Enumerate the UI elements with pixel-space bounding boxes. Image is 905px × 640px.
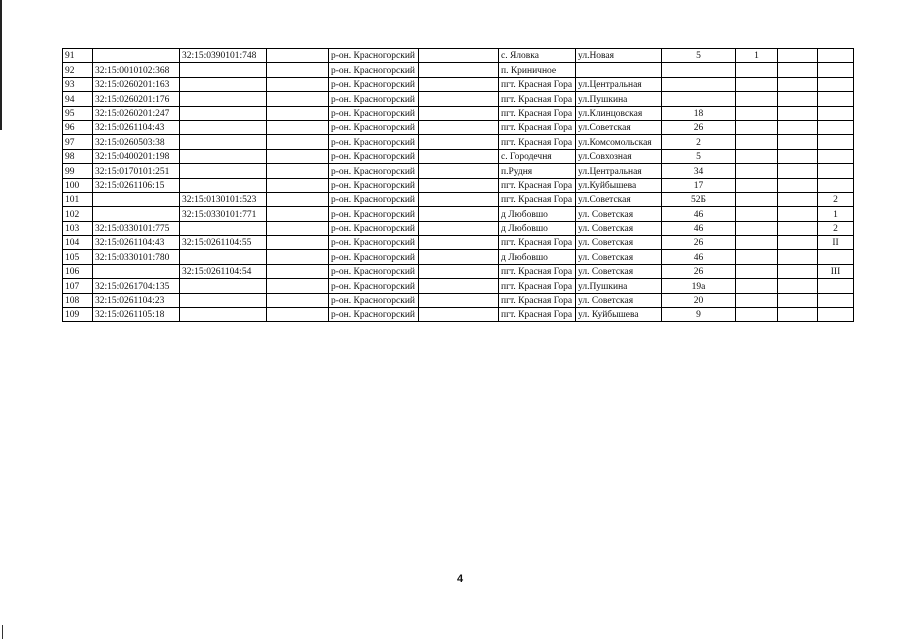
scan-edge-line	[0, 0, 2, 130]
district-cell: р-он. Красногорский	[329, 207, 419, 221]
extra-cell-1	[736, 279, 778, 293]
extra-cell-2	[778, 308, 818, 322]
district-cell: р-он. Красногорский	[329, 236, 419, 250]
extra-cell-2	[778, 164, 818, 178]
row-number-cell: 106	[63, 264, 93, 278]
street-cell: ул.Совхозная	[576, 149, 662, 163]
blank-cell	[419, 92, 499, 106]
locality-cell: пгт. Красная Гора	[499, 92, 576, 106]
locality-cell: д Любовшо	[499, 207, 576, 221]
street-cell: ул. Советская	[576, 264, 662, 278]
empty-cell	[267, 106, 329, 120]
blank-cell	[419, 135, 499, 149]
extra-cell-1: 1	[736, 49, 778, 63]
locality-cell: пгт. Красная Гора	[499, 178, 576, 192]
cadastral-number-b-cell	[180, 106, 267, 120]
cadastral-number-a-cell: 32:15:0260201:176	[93, 92, 180, 106]
house-number-cell: 46	[662, 207, 736, 221]
cadastral-number-a-cell: 32:15:0170101:251	[93, 164, 180, 178]
house-number-cell: 26	[662, 264, 736, 278]
district-cell: р-он. Красногорский	[329, 279, 419, 293]
blank-cell	[419, 192, 499, 206]
row-number-cell: 92	[63, 63, 93, 77]
table-row	[63, 49, 854, 63]
locality-cell: пгт. Красная Гора	[499, 135, 576, 149]
row-number-cell: 100	[63, 178, 93, 192]
table-row	[63, 63, 854, 77]
street-cell: ул. Советская	[576, 221, 662, 235]
house-number-cell: 2	[662, 135, 736, 149]
house-number-cell	[662, 92, 736, 106]
extra-cell-3	[818, 149, 854, 163]
district-cell: р-он. Красногорский	[329, 135, 419, 149]
district-cell: р-он. Красногорский	[329, 120, 419, 134]
cadastral-number-b-cell: 32:15:0261104:54	[180, 264, 267, 278]
house-number-cell: 9	[662, 308, 736, 322]
cadastral-number-a-cell: 32:15:0010102:368	[93, 63, 180, 77]
street-cell: ул. Советская	[576, 293, 662, 307]
locality-cell: пгт. Красная Гора	[499, 293, 576, 307]
row-number-cell: 97	[63, 135, 93, 149]
locality-cell: с. Городечня	[499, 149, 576, 163]
registry-table	[62, 48, 854, 322]
empty-cell	[267, 92, 329, 106]
empty-cell	[267, 264, 329, 278]
cadastral-number-a-cell	[93, 192, 180, 206]
row-number-cell: 102	[63, 207, 93, 221]
locality-cell: с. Яловка	[499, 49, 576, 63]
street-cell: ул.Пушкина	[576, 92, 662, 106]
extra-cell-3	[818, 279, 854, 293]
cadastral-number-b-cell	[180, 221, 267, 235]
extra-cell-1	[736, 135, 778, 149]
district-cell: р-он. Красногорский	[329, 63, 419, 77]
street-cell: ул.Советская	[576, 192, 662, 206]
row-number-cell: 109	[63, 308, 93, 322]
extra-cell-1	[736, 250, 778, 264]
locality-cell: пгт. Красная Гора	[499, 264, 576, 278]
district-cell: р-он. Красногорский	[329, 149, 419, 163]
row-number-cell: 94	[63, 92, 93, 106]
extra-cell-1	[736, 178, 778, 192]
district-cell: р-он. Красногорский	[329, 92, 419, 106]
table-row	[63, 149, 854, 163]
blank-cell	[419, 308, 499, 322]
street-cell: ул.Новая	[576, 49, 662, 63]
row-number-cell: 103	[63, 221, 93, 235]
blank-cell	[419, 293, 499, 307]
house-number-cell	[662, 63, 736, 77]
empty-cell	[267, 178, 329, 192]
locality-cell: пгт. Красная Гора	[499, 77, 576, 91]
extra-cell-2	[778, 236, 818, 250]
row-number-cell: 99	[63, 164, 93, 178]
locality-cell: д Любовшо	[499, 221, 576, 235]
row-number-cell: 93	[63, 77, 93, 91]
district-cell: р-он. Красногорский	[329, 221, 419, 235]
blank-cell	[419, 250, 499, 264]
table-row	[63, 293, 854, 307]
district-cell: р-он. Красногорский	[329, 77, 419, 91]
blank-cell	[419, 63, 499, 77]
row-number-cell: 91	[63, 49, 93, 63]
extra-cell-1	[736, 120, 778, 134]
extra-cell-3: 1	[818, 207, 854, 221]
house-number-cell: 18	[662, 106, 736, 120]
empty-cell	[267, 308, 329, 322]
page-number: 4	[457, 573, 464, 585]
table-row	[63, 192, 854, 206]
street-cell: ул. Советская	[576, 250, 662, 264]
street-cell: ул.Комсомольская	[576, 135, 662, 149]
locality-cell: п.Рудня	[499, 164, 576, 178]
extra-cell-2	[778, 192, 818, 206]
blank-cell	[419, 279, 499, 293]
extra-cell-2	[778, 77, 818, 91]
cadastral-number-a-cell: 32:15:0261104:23	[93, 293, 180, 307]
extra-cell-1	[736, 264, 778, 278]
cadastral-number-b-cell	[180, 120, 267, 134]
house-number-cell: 5	[662, 149, 736, 163]
extra-cell-2	[778, 149, 818, 163]
cadastral-number-a-cell: 32:15:0260503:38	[93, 135, 180, 149]
extra-cell-3	[818, 293, 854, 307]
cadastral-number-b-cell	[180, 164, 267, 178]
empty-cell	[267, 207, 329, 221]
house-number-cell: 34	[662, 164, 736, 178]
blank-cell	[419, 120, 499, 134]
cadastral-number-b-cell	[180, 63, 267, 77]
extra-cell-1	[736, 308, 778, 322]
district-cell: р-он. Красногорский	[329, 192, 419, 206]
extra-cell-2	[778, 49, 818, 63]
extra-cell-2	[778, 106, 818, 120]
table-row	[63, 207, 854, 221]
blank-cell	[419, 178, 499, 192]
row-number-cell: 108	[63, 293, 93, 307]
cadastral-number-b-cell	[180, 279, 267, 293]
blank-cell	[419, 49, 499, 63]
locality-cell: д Любовшо	[499, 250, 576, 264]
row-number-cell: 105	[63, 250, 93, 264]
house-number-cell: 19а	[662, 279, 736, 293]
district-cell: р-он. Красногорский	[329, 164, 419, 178]
extra-cell-3: 2	[818, 221, 854, 235]
cadastral-number-a-cell: 32:15:0330101:775	[93, 221, 180, 235]
cadastral-number-a-cell: 32:15:0261106:15	[93, 178, 180, 192]
extra-cell-3	[818, 77, 854, 91]
cadastral-number-b-cell	[180, 77, 267, 91]
cadastral-number-b-cell	[180, 250, 267, 264]
extra-cell-1	[736, 106, 778, 120]
street-cell: ул.Советская	[576, 120, 662, 134]
extra-cell-2	[778, 92, 818, 106]
table-row	[63, 120, 854, 134]
empty-cell	[267, 149, 329, 163]
empty-cell	[267, 77, 329, 91]
house-number-cell: 17	[662, 178, 736, 192]
extra-cell-1	[736, 164, 778, 178]
street-cell: ул. Советская	[576, 236, 662, 250]
cadastral-number-b-cell	[180, 178, 267, 192]
blank-cell	[419, 149, 499, 163]
extra-cell-2	[778, 207, 818, 221]
empty-cell	[267, 164, 329, 178]
cadastral-number-b-cell: 32:15:0130101:523	[180, 192, 267, 206]
extra-cell-1	[736, 92, 778, 106]
cadastral-number-a-cell: 32:15:0261104:43	[93, 236, 180, 250]
scan-edge-mark	[2, 625, 3, 639]
empty-cell	[267, 49, 329, 63]
district-cell: р-он. Красногорский	[329, 106, 419, 120]
row-number-cell: 98	[63, 149, 93, 163]
extra-cell-3: III	[818, 264, 854, 278]
house-number-cell: 26	[662, 120, 736, 134]
cadastral-number-a-cell: 32:15:0261704:135	[93, 279, 180, 293]
cadastral-number-a-cell: 32:15:0260201:163	[93, 77, 180, 91]
extra-cell-3	[818, 92, 854, 106]
table-row	[63, 279, 854, 293]
empty-cell	[267, 63, 329, 77]
extra-cell-1	[736, 293, 778, 307]
cadastral-number-a-cell: 32:15:0330101:780	[93, 250, 180, 264]
extra-cell-2	[778, 264, 818, 278]
house-number-cell: 46	[662, 250, 736, 264]
empty-cell	[267, 192, 329, 206]
extra-cell-1	[736, 192, 778, 206]
street-cell: ул. Куйбышева	[576, 308, 662, 322]
locality-cell: пгт. Красная Гора	[499, 192, 576, 206]
extra-cell-3	[818, 106, 854, 120]
table-row	[63, 77, 854, 91]
district-cell: р-он. Красногорский	[329, 264, 419, 278]
locality-cell: п. Криничное	[499, 63, 576, 77]
cadastral-number-b-cell	[180, 92, 267, 106]
blank-cell	[419, 264, 499, 278]
blank-cell	[419, 77, 499, 91]
extra-cell-1	[736, 77, 778, 91]
house-number-cell: 52Б	[662, 192, 736, 206]
blank-cell	[419, 164, 499, 178]
house-number-cell: 20	[662, 293, 736, 307]
extra-cell-3	[818, 49, 854, 63]
extra-cell-3	[818, 308, 854, 322]
cadastral-number-a-cell: 32:15:0400201:198	[93, 149, 180, 163]
extra-cell-1	[736, 63, 778, 77]
extra-cell-2	[778, 178, 818, 192]
empty-cell	[267, 250, 329, 264]
extra-cell-3	[818, 178, 854, 192]
table-row	[63, 178, 854, 192]
district-cell: р-он. Красногорский	[329, 178, 419, 192]
district-cell: р-он. Красногорский	[329, 308, 419, 322]
row-number-cell: 95	[63, 106, 93, 120]
extra-cell-1	[736, 149, 778, 163]
street-cell: ул.Центральная	[576, 164, 662, 178]
cadastral-number-b-cell	[180, 149, 267, 163]
row-number-cell: 101	[63, 192, 93, 206]
extra-cell-1	[736, 221, 778, 235]
house-number-cell: 26	[662, 236, 736, 250]
cadastral-number-a-cell	[93, 49, 180, 63]
street-cell	[576, 63, 662, 77]
table-row	[63, 164, 854, 178]
empty-cell	[267, 135, 329, 149]
table-row	[63, 250, 854, 264]
empty-cell	[267, 120, 329, 134]
table-row	[63, 264, 854, 278]
cadastral-number-a-cell: 32:15:0260201:247	[93, 106, 180, 120]
extra-cell-3	[818, 135, 854, 149]
empty-cell	[267, 279, 329, 293]
row-number-cell: 107	[63, 279, 93, 293]
extra-cell-2	[778, 221, 818, 235]
street-cell: ул.Центральная	[576, 77, 662, 91]
table-row	[63, 236, 854, 250]
extra-cell-3: II	[818, 236, 854, 250]
extra-cell-2	[778, 120, 818, 134]
cadastral-number-a-cell: 32:15:0261105:18	[93, 308, 180, 322]
locality-cell: пгт. Красная Гора	[499, 236, 576, 250]
table-row	[63, 106, 854, 120]
cadastral-number-b-cell: 32:15:0330101:771	[180, 207, 267, 221]
house-number-cell: 5	[662, 49, 736, 63]
district-cell: р-он. Красногорский	[329, 293, 419, 307]
street-cell: ул. Советская	[576, 207, 662, 221]
extra-cell-2	[778, 293, 818, 307]
cadastral-number-b-cell: 32:15:0261104:55	[180, 236, 267, 250]
extra-cell-3	[818, 164, 854, 178]
extra-cell-1	[736, 207, 778, 221]
blank-cell	[419, 207, 499, 221]
extra-cell-2	[778, 250, 818, 264]
cadastral-number-b-cell	[180, 293, 267, 307]
cadastral-number-a-cell: 32:15:0261104:43	[93, 120, 180, 134]
cadastral-number-a-cell	[93, 264, 180, 278]
table-row	[63, 308, 854, 322]
house-number-cell	[662, 77, 736, 91]
extra-cell-3	[818, 120, 854, 134]
blank-cell	[419, 236, 499, 250]
table-row	[63, 221, 854, 235]
extra-cell-1	[736, 236, 778, 250]
extra-cell-3	[818, 250, 854, 264]
row-number-cell: 104	[63, 236, 93, 250]
cadastral-number-b-cell: 32:15:0390101:748	[180, 49, 267, 63]
house-number-cell: 46	[662, 221, 736, 235]
cadastral-number-a-cell	[93, 207, 180, 221]
table-row	[63, 92, 854, 106]
blank-cell	[419, 221, 499, 235]
registry-table-body	[63, 49, 854, 322]
district-cell: р-он. Красногорский	[329, 250, 419, 264]
cadastral-number-b-cell	[180, 135, 267, 149]
extra-cell-2	[778, 279, 818, 293]
extra-cell-3	[818, 63, 854, 77]
empty-cell	[267, 236, 329, 250]
district-cell: р-он. Красногорский	[329, 49, 419, 63]
street-cell: ул.Клинцовская	[576, 106, 662, 120]
locality-cell: пгт. Красная Гора	[499, 106, 576, 120]
extra-cell-2	[778, 135, 818, 149]
empty-cell	[267, 293, 329, 307]
locality-cell: пгт. Красная Гора	[499, 308, 576, 322]
blank-cell	[419, 106, 499, 120]
extra-cell-3: 2	[818, 192, 854, 206]
empty-cell	[267, 221, 329, 235]
street-cell: ул.Пушкина	[576, 279, 662, 293]
extra-cell-2	[778, 63, 818, 77]
row-number-cell: 96	[63, 120, 93, 134]
cadastral-number-b-cell	[180, 308, 267, 322]
locality-cell: пгт. Красная Гора	[499, 279, 576, 293]
locality-cell: пгт. Красная Гора	[499, 120, 576, 134]
street-cell: ул.Куйбышева	[576, 178, 662, 192]
table-row	[63, 135, 854, 149]
